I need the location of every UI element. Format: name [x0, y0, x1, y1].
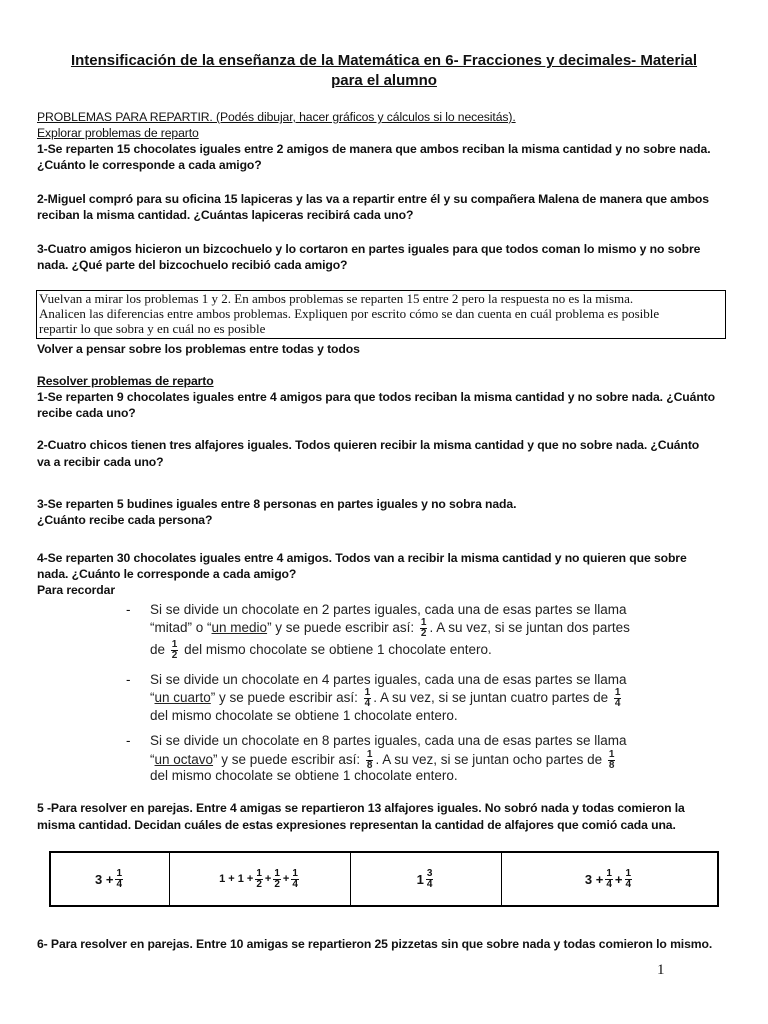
problem-2-text: 2-Miguel compró para su oficina 15 lapiceras y las va a repartir entre él y su compañera Malena de manera que ambos	[37, 192, 709, 206]
expression-cell-1: 3 + $\frac{1}{4}$	[51, 853, 170, 905]
reparto-problem-1-text: 1-Se reparten 9 chocolates iguales entre 4 amigos para que todos reciban la misma cantidad y no sobre nada. ¿Cuánto	[37, 390, 715, 404]
reminder-3-line-3: del mismo chocolate se obtiene 1 chocolate entero.	[150, 768, 458, 783]
reparto-problem-4-text: 4-Se reparten 30 chocolates iguales entre 4 amigos. Todos van a recibir la misma cantidad y no quieren que sobre	[37, 551, 687, 565]
document-title-line-1: Intensificación de la enseñanza de la Matemática en 6- Fracciones y decimales- Material	[70, 52, 698, 69]
reflection-line-1: Vuelvan a mirar los problemas 1 y 2. En ambos problemas se reparten 15 entre 2 pero la respuesta no es la misma.	[39, 291, 634, 306]
document-title-line-2: para el alumno	[331, 72, 437, 89]
problem-5-question: misma cantidad. Decidan cuáles de estas expresiones representan la cantidad de alfajores que comió cada una.	[37, 818, 676, 832]
problem-1-text: 1-Se reparten 15 chocolates iguales entre 2 amigos de manera que ambos reciban la misma cantidad y no sobre nada.	[37, 142, 711, 156]
reparto-problem-3-question: ¿Cuánto recibe cada persona?	[37, 513, 213, 527]
problem-5-text: 5 -Para resolver en parejas. Entre 4 amigas se repartieron 13 alfajores iguales. No sobró nada y todas comieron la	[37, 801, 685, 815]
reflection-line-2: Analicen las diferencias entre ambos problemas. Expliquen por escrito cómo se dan cuenta en cuál problema es posible	[39, 306, 660, 321]
term-un-cuarto: un cuarto	[154, 690, 211, 706]
section-heading: PROBLEMAS PARA REPARTIR. (Podés dibujar, hacer gráficos y cálculos si lo necesitás).	[37, 110, 516, 124]
expressions-table	[49, 851, 719, 907]
fraction-one-eighth-2: $\frac{1}{8}$	[608, 749, 615, 771]
fraction-one-half: $\frac{1}{2}$	[420, 617, 427, 639]
fraction-one-eighth: $\frac{1}{8}$	[366, 749, 373, 771]
problem-3-question: nada. ¿Qué parte del bizcochuelo recibió cada amigo?	[37, 258, 348, 272]
expression-cell-3: 1 $\frac{3}{4}$	[351, 853, 502, 905]
reminder-2-bullet: -	[126, 672, 131, 687]
reminder-1-line-2: “mitad” o “un medio” y se puede escribir así: $\frac{1}{2}$ . A su vez, si se juntan dos partes	[150, 617, 630, 639]
reparto-problem-3-text: 3-Se reparten 5 budines iguales entre 8 personas en partes iguales y no sobra nada.	[37, 497, 517, 511]
reminder-1-bullet: -	[126, 602, 131, 617]
reminder-2-line-1: Si se divide un chocolate en 4 partes iguales, cada una de esas partes se llama	[150, 672, 627, 687]
reparto-problem-2-question: va a recibir cada uno?	[37, 455, 164, 469]
reparto-problem-2-text: 2-Cuatro chicos tienen tres alfajores iguales. Todos quieren recibir la misma cantidad y que no sobre nada. ¿Cuánto	[37, 438, 700, 452]
term-un-octavo: un octavo	[154, 752, 214, 768]
problem-2-question: reciban la misma cantidad. ¿Cuántas lapiceras recibirá cada uno?	[37, 208, 414, 222]
fraction-cell-3: $\frac{3}{4}$	[426, 867, 433, 890]
reminder-3-line-1: Si se divide un chocolate en 8 partes iguales, cada una de esas partes se llama	[150, 733, 627, 748]
expression-cell-4: 3 + $\frac{1}{4}$ + $\frac{1}{4}$	[584, 867, 632, 890]
term-un-medio: un medio	[211, 620, 268, 636]
reminder-3-line-2: “un octavo” y se puede escribir así: $\frac{1}{8}$ . A su vez, si se juntan ocho partes de $\frac{1}{8}$	[150, 749, 615, 771]
fraction-cell-1: $\frac{1}{4}$	[116, 867, 122, 890]
reflection-line-3: repartir lo que sobra y en cuál no es posible	[39, 321, 266, 336]
reminder-1-line-3: de $\frac{1}{2}$ del mismo chocolate se obtiene 1 chocolate entero.	[150, 639, 492, 661]
problem-6-text: 6- Para resolver en parejas. Entre 10 amigas se repartieron 25 pizzetas sin que sobre nada y todas comieron lo mismo.	[37, 937, 713, 951]
fraction-one-quarter: $\frac{1}{4}$	[364, 687, 371, 709]
reminder-3-bullet: -	[126, 733, 131, 748]
problem-3-text: 3-Cuatro amigos hicieron un bizcochuelo y lo cortaron en partes iguales para que todos coman lo mismo y no sobre	[37, 242, 701, 256]
reminder-1-line-1: Si se divide un chocolate en 2 partes iguales, cada una de esas partes se llama	[150, 602, 627, 617]
expression-cell-2: 1 + 1 + $\frac{1}{2}$ + $\frac{1}{2}$ + $\frac{1}{4}$	[170, 853, 351, 905]
para-recordar-heading: Para recordar	[37, 583, 115, 597]
resolver-subheading: Resolver problemas de reparto	[37, 374, 214, 388]
problem-1-question: ¿Cuánto le corresponde a cada amigo?	[37, 158, 262, 172]
explorar-subheading: Explorar problemas de reparto	[37, 126, 199, 140]
page-number: 1	[657, 962, 665, 978]
reflection-box	[36, 290, 726, 339]
reparto-problem-4-question: nada. ¿Cuánto le corresponde a cada amigo?	[37, 567, 297, 581]
fraction-one-quarter-2: $\frac{1}{4}$	[614, 687, 621, 709]
reminder-2-line-3: del mismo chocolate se obtiene 1 chocolate entero.	[150, 708, 458, 723]
reparto-problem-1-question: recibe cada uno?	[37, 406, 136, 420]
reminder-2-line-2: “un cuarto” y se puede escribir así: $\frac{1}{4}$ . A su vez, si se juntan cuatro partes de $\frac{1}{4}$	[150, 687, 621, 709]
fraction-one-half-2: $\frac{1}{2}$	[171, 639, 178, 661]
volver-a-pensar: Volver a pensar sobre los problemas entre todas y todos	[37, 342, 360, 356]
